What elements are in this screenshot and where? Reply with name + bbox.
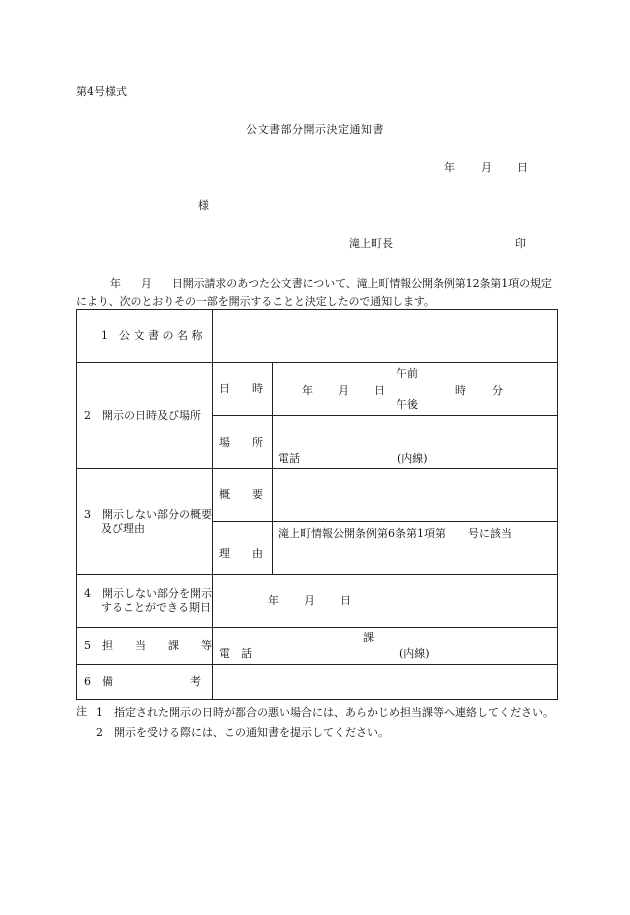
datetime-year: 年 [302,384,313,397]
row-label-remarks: 6 備 考 [77,665,213,700]
place-phone-label: 電話 [278,452,300,465]
body-year-label: 年 [110,277,121,290]
row-label-document-name: 1 公 文 書 の 名 称 [77,310,213,363]
place-extension-label: (内線) [397,452,428,465]
sub-label-summary: 概 要 [213,469,273,522]
document-title: 公文書部分開示決定通知書 [246,123,384,136]
note-item [76,704,558,721]
sub-label-datetime: 日 時 [213,363,273,416]
notes [76,704,558,741]
notice-table [76,309,558,700]
note-item [76,724,558,741]
datetime-month: 月 [338,384,349,397]
seal-mark: 印 [515,237,526,250]
department-phone-label: 電 話 [219,647,252,660]
form-number: 第4号様式 [76,85,127,98]
table-row [77,363,558,416]
issuer-name: 滝上町長 [349,237,393,250]
datetime-day: 日 [374,384,385,397]
body-paragraph [76,275,558,311]
department-value [213,628,558,665]
disclosable-year: 年 [268,594,279,607]
row-label-disclosable-date: 4 開示しない部分を開示することができる期日 [77,575,213,628]
disclosable-date-value [213,575,558,628]
table-row [77,469,558,522]
reason-value [273,522,558,575]
note-2-text: 2 開示を受ける際には、この通知書を提示してください。 [96,726,389,739]
datetime-hour: 時 [455,384,466,397]
sub-label-reason: 理 由 [213,522,273,575]
disclosable-month: 月 [304,594,315,607]
table-row [77,665,558,700]
department-ka: 課 [363,631,374,644]
datetime-am: 午前 [396,367,418,380]
table-row [77,575,558,628]
notes-prefix: 注 [76,705,87,718]
note-1-text: 1 指定された開示の日時が都合の悪い場合には、あらかじめ担当課等へ連絡してください。 [96,706,554,719]
body-text: 日開示請求のあつた公文書について、滝上町情報公開条例第12条第1項の規定により、次のとおりその一部を開示することと決定したので通知します。 [76,277,552,308]
reason-text: 滝上町情報公開条例第6条第1項第 号に該当 [278,527,512,540]
sub-label-place: 場 所 [213,416,273,469]
date-day-label: 日 [517,161,528,174]
row-label-datetime-place: 2 開示の日時及び場所 [77,363,213,469]
row-label-department: 5 担 当 課 等 [77,628,213,665]
table-row [77,310,558,363]
addressee-honorific: 様 [198,199,209,212]
datetime-minute: 分 [492,384,503,397]
row-label-undisclosed: 3 開示しない部分の概要及び理由 [77,469,213,575]
place-value [273,416,558,469]
summary-value [273,469,558,522]
datetime-value [273,363,558,416]
date-year-label: 年 [444,161,455,174]
datetime-pm: 午後 [396,398,418,411]
table-row [77,628,558,665]
document-name-value [213,310,558,363]
remarks-value [213,665,558,700]
date-month-label: 月 [481,161,492,174]
department-extension-label: (内線) [399,647,430,660]
disclosable-day: 日 [340,594,351,607]
body-month-label: 月 [140,277,152,290]
